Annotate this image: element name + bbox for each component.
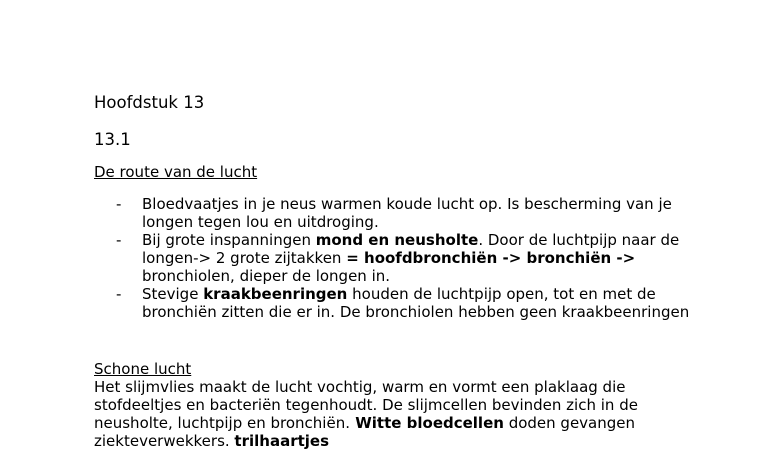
bullet-text <box>142 195 672 231</box>
chapter-title: Hoofdstuk 13 <box>94 93 205 112</box>
bullet-item-blood-vessels <box>94 195 694 231</box>
bullet-dash: - <box>116 231 122 249</box>
bullet-text <box>142 285 689 321</box>
bullet-dash: - <box>116 195 122 213</box>
clean-air-paragraph <box>94 378 694 450</box>
text-segment: Stevige <box>142 285 204 303</box>
bullet-item-cartilage-rings <box>94 285 694 321</box>
bold-term-mouth-nasal-cavity: mond en neusholte <box>315 231 479 249</box>
text-segment: houden de luchtpijp open, tot en met de bronchiën zitten die er in. De bronchiolen hebben geen kraakbeenringen <box>142 285 690 321</box>
bullet-text <box>142 231 679 285</box>
text-segment: . Door de luchtpijp naar de longen-> 2 grote zijtakken <box>142 231 680 267</box>
text-segment: bronchiolen, dieper de longen in. <box>142 267 391 285</box>
text-segment: Het slijmvlies maakt de lucht vochtig, warm en vormt een plaklaag die stofdeeltjes en bacteriën tegenhoudt. De slijmcellen bevinden zich in de neusholte, luchtpijp en bronchiën. <box>94 378 638 432</box>
text-segment: Bloedvaatjes in je neus warmen koude lucht op. Is bescherming van je longen tegen lou en uitdroging. <box>142 195 672 231</box>
bold-term-white-blood-cells: Witte bloedcellen <box>349 414 504 432</box>
bold-term-cilia: trilhaartjes <box>234 432 330 450</box>
bold-term-bronchi: = hoofdbronchiën -> bronchiën -> <box>346 249 636 267</box>
text-segment: Bij grote inspanningen <box>142 231 316 249</box>
bullet-dash: - <box>116 285 122 303</box>
route-bullet-list <box>94 195 694 321</box>
route-heading: De route van de lucht <box>94 163 258 181</box>
clean-air-heading: Schone lucht <box>94 360 192 378</box>
text-segment: doden gevangen ziekteverwekkers. <box>94 414 636 450</box>
section-number: 13.1 <box>94 130 131 149</box>
bullet-item-exertion <box>94 231 694 285</box>
bold-term-cartilage-rings: kraakbeenringen <box>203 285 348 303</box>
